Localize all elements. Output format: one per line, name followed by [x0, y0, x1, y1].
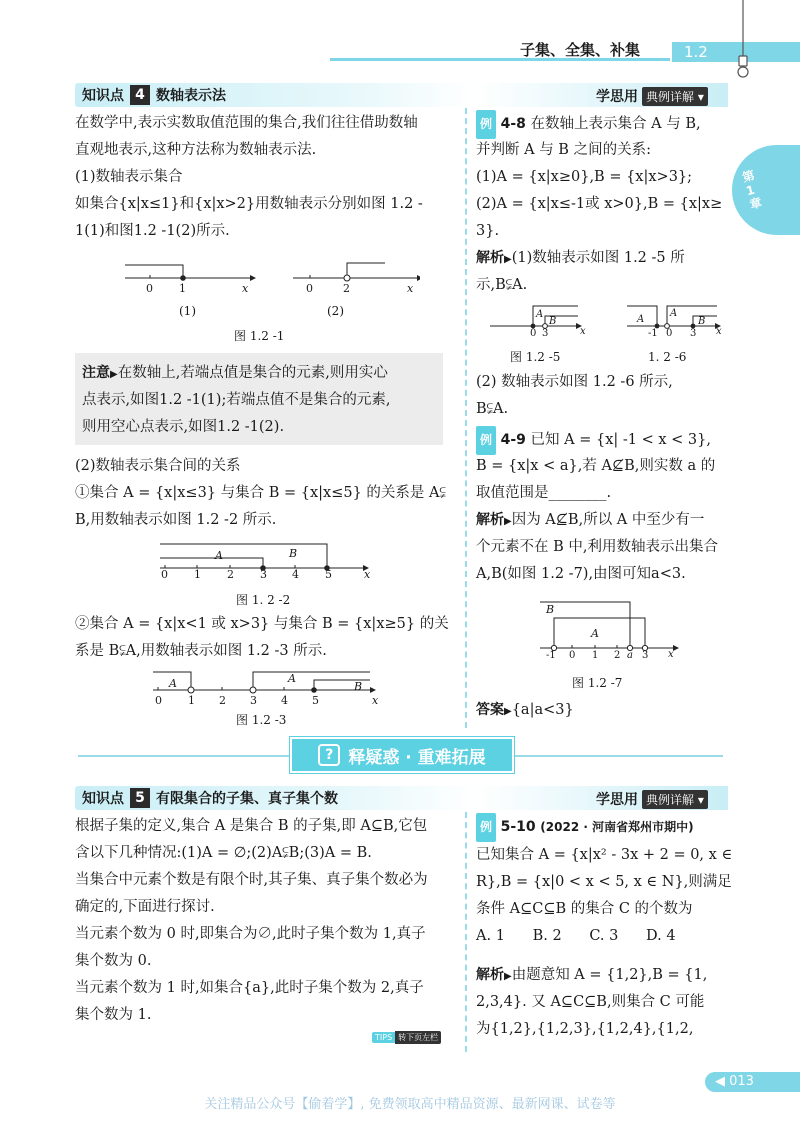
fig7-caption: 图 1.2 -7 — [572, 676, 623, 690]
ex48-line3: (1)A = {x|x≥0},B = {x|x>3}; — [476, 169, 693, 185]
kp4-p4: (2)数轴表示集合间的关系 — [75, 458, 241, 474]
fig6-label-b: B — [698, 316, 706, 327]
ex48-line1 — [476, 110, 701, 139]
fig3-tick-0: 0 — [155, 694, 162, 707]
example-source: (2022 · 河南省郑州市期中) — [540, 820, 694, 834]
fig3-label-a1: A — [169, 677, 177, 690]
ex49-answer — [476, 697, 574, 725]
example-badge: 例 — [476, 813, 496, 842]
kp-label: 知识点 — [82, 791, 124, 807]
kp5-line1: 根据子集的定义,集合 A 是集合 B 的子集,即 A⊆B,它包 — [75, 818, 428, 834]
fig7-tick-3: 3 — [642, 650, 649, 661]
fig3-caption: 图 1.2 -3 — [236, 713, 287, 727]
fig1-tick-0a: 0 — [146, 282, 153, 295]
fig3-label-b: B — [354, 680, 363, 693]
ex48-solution-line2: 示,B⫋A. — [476, 277, 528, 293]
fig2-tick-0: 0 — [161, 568, 168, 581]
page-number: ◀ 013 — [715, 1074, 754, 1089]
kp5-line8: 集个数为 1. — [75, 1007, 152, 1023]
ex48-line4: (2)A = {x|x≤-1或 x>0},B = {x|x≥ — [476, 196, 723, 212]
fig2-caption: 图 1. 2 -2 — [236, 593, 291, 607]
study-label: 学思用 — [596, 792, 638, 808]
ex48-solution-line4: B⫋A. — [476, 401, 509, 417]
example-badge: 例 — [476, 426, 496, 455]
kp-label: 知识点 — [82, 88, 124, 104]
kp-title: 有限集合的子集、真子集个数 — [156, 791, 338, 807]
fig6-tick-3: 3 — [690, 328, 697, 339]
kp4-p5-line1: ①集合 A = {x|x≤3} 与集合 B = {x|x≤5} 的关系是 A⫋ — [75, 485, 446, 501]
kp4-p1-line1: 在数学中,表示实数取值范围的集合,我们往往借助数轴 — [75, 115, 418, 131]
banner-box — [290, 737, 514, 773]
fig7-tick-2: 2 — [614, 650, 621, 661]
solution-arrow-icon: ▶ — [504, 971, 512, 982]
solution-label: 解析 — [476, 967, 504, 983]
fig2-tick-3: 3 — [260, 568, 267, 581]
ex510-solution-line1 — [476, 962, 707, 990]
kp5-line4: 确定的,下面进行探讨. — [75, 899, 215, 915]
kp-title: 数轴表示法 — [156, 88, 226, 104]
example-tag[interactable]: 典例详解 ▾ — [642, 87, 708, 106]
figure-1-2-7 — [535, 598, 685, 653]
fig3-label-a2: A — [288, 672, 296, 685]
fig6-caption: 1. 2 -6 — [648, 350, 687, 364]
fig1-sub1: (1) — [179, 304, 196, 318]
example-badge: 例 — [476, 110, 496, 139]
ex48-line2: 并判断 A 与 B 之间的关系: — [476, 142, 651, 158]
fig3-tick-1: 1 — [188, 694, 195, 707]
example-number: 4-8 — [500, 116, 526, 132]
example-tag-label: 典例详解 — [646, 792, 695, 807]
page-number-value: 013 — [729, 1074, 754, 1089]
ex48-solution-line1 — [476, 245, 685, 273]
note-arrow-icon: ▶ — [110, 369, 118, 380]
column-divider-bottom — [465, 812, 467, 1052]
solution-label: 解析 — [476, 250, 504, 266]
kp4-p2: (1)数轴表示集合 — [75, 169, 183, 185]
kp-number: 5 — [130, 788, 150, 808]
fig6-label-a1: A — [637, 314, 645, 325]
fig5-caption: 图 1.2 -5 — [510, 350, 561, 364]
ex49-line2: B = {x|x < a},若 A⊈B,则实数 a 的 — [476, 458, 716, 474]
kp5-header-right — [596, 789, 708, 809]
kp-number: 4 — [130, 85, 150, 105]
ex49-solution-text-1: 因为 A⊈B,所以 A 中至少有一 — [511, 512, 705, 528]
fig1-caption: 图 1.2 -1 — [234, 329, 285, 343]
fig2-tick-1: 1 — [194, 568, 201, 581]
page-header-title: 子集、全集、补集 — [520, 41, 641, 59]
ex510-solution-text-1: 由题意知 A = {1,2},B = {1, — [511, 967, 708, 983]
kp4-p5-line2: B,用数轴表示如图 1.2 -2 所示. — [75, 512, 277, 528]
ex49-line1 — [476, 426, 711, 455]
solution-arrow-icon: ▶ — [504, 254, 512, 265]
fig6-axis-x: x — [716, 326, 722, 337]
fig2-label-a: A — [215, 549, 223, 562]
note-line1 — [82, 360, 388, 388]
ex49-solution-line2: 个元素不在 B 中,利用数轴表示出集合 — [476, 539, 718, 555]
solution-arrow-icon: ▶ — [504, 516, 512, 527]
ex510-line1: 已知集合 A = {x|x² - 3x + 2 = 0, x ∈ — [476, 847, 733, 863]
answer-value: {a|a<3} — [511, 702, 574, 718]
fig3-axis-x: x — [372, 694, 379, 707]
fig7-tick-neg1: -1 — [546, 650, 556, 661]
note-line3: 则用空心点表示,如图1.2 -1(2). — [82, 419, 285, 435]
question-bubble-icon: ? — [318, 744, 340, 766]
ex49-line3: 取值范围是________. — [476, 485, 612, 501]
kp4-header-right — [596, 86, 708, 106]
kp5-line2: 含以下几种情况:(1)A = ∅;(2)A⫋B;(3)A = B. — [75, 845, 372, 861]
ex48-line5: 3}. — [476, 223, 500, 239]
fig5-label-b: B — [549, 316, 557, 327]
figure-1-2-1 — [120, 255, 420, 330]
ex49-solution-line1 — [476, 507, 704, 535]
example-tag-label: 典例详解 — [646, 89, 695, 104]
fig2-label-b: B — [289, 547, 298, 560]
note-label: 注意 — [82, 365, 110, 381]
fig6-tick-neg1: -1 — [648, 328, 658, 339]
ex48-text-1: 在数轴上表示集合 A 与 B, — [530, 116, 701, 132]
ex510-line2: R},B = {x|0 < x < 5, x ∈ N},则满足 — [476, 874, 732, 890]
kp4-p1-line2: 直观地表示,这种方法称为数轴表示法. — [75, 142, 317, 158]
fig7-tick-a: a — [627, 650, 633, 661]
kp4-p6-line2: 系是 B⫋A,用数轴表示如图 1.2 -3 所示. — [75, 643, 327, 659]
section-number: 1.2 — [684, 43, 708, 61]
ex510-line0 — [476, 813, 694, 842]
ex49-text-1: 已知 A = {x| -1 < x < 3}, — [530, 432, 711, 448]
fig1-tick-1a: 1 — [179, 282, 186, 295]
column-divider-top — [465, 108, 467, 728]
fig2-tick-2: 2 — [227, 568, 234, 581]
fig7-label-b: B — [546, 603, 555, 616]
fig7-tick-0: 0 — [569, 650, 576, 661]
fig7-axis-x: x — [668, 649, 674, 660]
figure-1-2-3 — [148, 668, 378, 696]
kp5-header — [82, 788, 338, 808]
answer-label: 答案 — [476, 702, 504, 718]
ex510-line3: 条件 A⊆C⊆B 的集合 C 的个数为 — [476, 901, 693, 917]
fig1-axis-x-a: x — [242, 282, 249, 295]
fig2-tick-4: 4 — [292, 568, 299, 581]
fig5-label-a: A — [536, 309, 544, 320]
example-number: 4-9 — [500, 432, 526, 448]
kp4-header — [82, 85, 226, 105]
example-tag[interactable]: 典例详解 ▾ — [642, 790, 708, 809]
kp4-p3-line2: 1(1)和图1.2 -1(2)所示. — [75, 223, 230, 239]
kp5-line6: 集个数为 0. — [75, 953, 152, 969]
chapter-tab-label: 第1章 — [740, 168, 764, 212]
kp5-line7: 当元素个数为 1 时,如集合{a},此时子集个数为 2,真子 — [75, 980, 424, 996]
note-line2: 点表示,如图1.2 -1(1);若端点值不是集合的元素, — [82, 392, 391, 408]
tips-badge — [372, 1031, 441, 1044]
ex510-solution-line3: 为{1,2},{1,2,3},{1,2,4},{1,2, — [476, 1021, 694, 1037]
ex510-solution-line2: 2,3,4}. 又 A⊆C⊆B,则集合 C 可能 — [476, 994, 705, 1010]
fig7-label-a: A — [591, 627, 599, 640]
ex510-options: A. 1 B. 2 C. 3 D. 4 — [476, 928, 676, 944]
banner-title: 释疑惑 · 重难拓展 — [348, 747, 486, 768]
study-label: 学思用 — [596, 89, 638, 105]
fig5-tick-3: 3 — [542, 328, 549, 339]
fig5-axis-x: x — [580, 326, 586, 337]
watermark: 关注精品公众号【偷着学】, 免费领取高中精品资源、最新网课、试卷等 — [204, 1097, 616, 1112]
solution-label: 解析 — [476, 512, 504, 528]
fig3-tick-2: 2 — [219, 694, 226, 707]
tips-next[interactable]: 转下页左栏 — [395, 1031, 441, 1044]
fig3-tick-4: 4 — [281, 694, 288, 707]
figure-1-2-2 — [155, 538, 375, 572]
fig1-tick-0b: 0 — [306, 282, 313, 295]
fig1-axis-x-b: x — [407, 282, 414, 295]
tips-label: TIPS — [372, 1032, 395, 1043]
example-number: 5-10 — [500, 819, 536, 835]
fig2-tick-5: 5 — [325, 568, 332, 581]
fig6-tick-0: 0 — [666, 328, 673, 339]
answer-arrow-icon: ▶ — [504, 706, 512, 717]
ex48-solution-line3: (2) 数轴表示如图 1.2 -6 所示, — [476, 374, 673, 390]
fig3-tick-5: 5 — [312, 694, 319, 707]
fig7-tick-1: 1 — [592, 650, 599, 661]
ex49-solution-line3: A,B(如图 1.2 -7),由图可知a<3. — [476, 566, 686, 582]
kp4-p3-line1: 如集合{x|x≤1}和{x|x>2}用数轴表示分别如图 1.2 - — [75, 196, 423, 212]
ex48-solution-text-1: (1)数轴表示如图 1.2 -5 所 — [511, 250, 685, 266]
kp5-line5: 当元素个数为 0 时,即集合为∅,此时子集个数为 1,真子 — [75, 926, 426, 942]
kp4-p6-line1: ②集合 A = {x|x<1 或 x>3} 与集合 B = {x|x≥5} 的关 — [75, 616, 449, 632]
fig5-tick-0: 0 — [530, 328, 537, 339]
fig6-label-a2: A — [670, 308, 678, 319]
fig1-tick-2b: 2 — [343, 282, 350, 295]
fig3-tick-3: 3 — [250, 694, 257, 707]
note-text-1: 在数轴上,若端点值是集合的元素,则用实心 — [117, 365, 388, 381]
fig2-axis-x: x — [364, 568, 371, 581]
fig1-sub2: (2) — [327, 304, 344, 318]
lamp-icon — [728, 0, 758, 80]
kp5-line3: 当集合中元素个数是有限个时,其子集、真子集个数必为 — [75, 872, 428, 888]
